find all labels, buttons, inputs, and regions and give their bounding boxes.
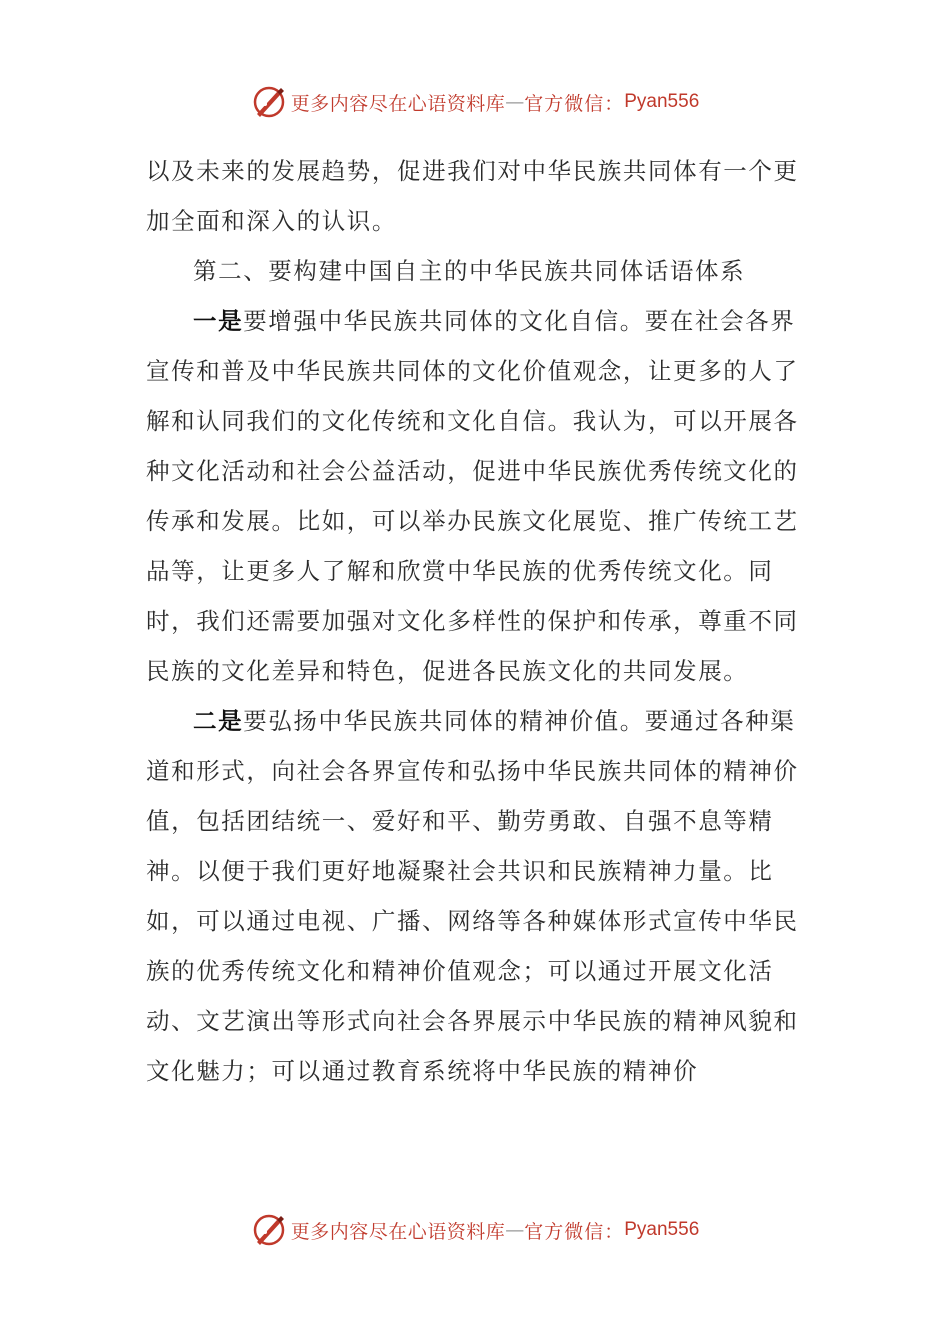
- header-wechat-id: Pyan556: [624, 91, 700, 112]
- section-heading: 第二、要构建中国自主的中华民族共同体话语体系: [193, 257, 746, 285]
- header-brand-text: 更多内容尽在心语资料库: [290, 92, 506, 115]
- header-banner: [0, 82, 950, 122]
- footer-wechat-id: Pyan556: [624, 1219, 700, 1240]
- pen-circle-logo-icon: [251, 1212, 287, 1248]
- footer-separator: —: [505, 1219, 525, 1241]
- pen-circle-logo-icon: [251, 84, 287, 120]
- paragraph-continued: 以及未来的发展趋势，促进我们对中华民族共同体有一个更加全面和深入的认识。: [146, 157, 799, 235]
- paragraph-second-point: [146, 696, 806, 1096]
- footer-banner: [0, 1210, 950, 1250]
- second-point-lead: 二是: [193, 707, 244, 735]
- footer-brand-text: 更多内容尽在心语资料库: [290, 1220, 506, 1243]
- second-point-text: 要弘扬中华民族共同体的精神价值。要通过各种渠道和形式，向社会各界宣传和弘扬中华民族共同体的精神价值，包括团结统一、爱好和平、勤劳勇敢、自强不息等精神。以便于我们更好地凝聚社会共识和民族精神力量。比如，可以通过电视、广播、网络等各种媒体形式宣传中华民族的优秀传统文化和精神价值观念；可以通过开展文化活动、文艺演出等形式向社会各界展示中华民族的精神风貌和文化魅力；可以通过教育系统将中华民族的精神价: [146, 707, 799, 1085]
- header-separator: —: [505, 91, 525, 113]
- document-body: [146, 146, 806, 1096]
- first-point-lead: 一是: [193, 307, 244, 335]
- header-wechat-label: 官方微信：: [524, 92, 625, 115]
- paragraph-first-point: [146, 296, 806, 696]
- first-point-text: 要增强中华民族共同体的文化自信。要在社会各界宣传和普及中华民族共同体的文化价值观念，让更多的人了解和认同我们的文化传统和文化自信。我认为，可以开展各种文化活动和社会公益活动，促进中华民族优秀传统文化的传承和发展。比如，可以举办民族文化展览、推广传统工艺品等，让更多人了解和欣赏中华民族的优秀传统文化。同时，我们还需要加强对文化多样性的保护和传承，尊重不同民族的文化差异和特色，促进各民族文化的共同发展。: [146, 307, 799, 685]
- footer-wechat-label: 官方微信：: [524, 1220, 625, 1243]
